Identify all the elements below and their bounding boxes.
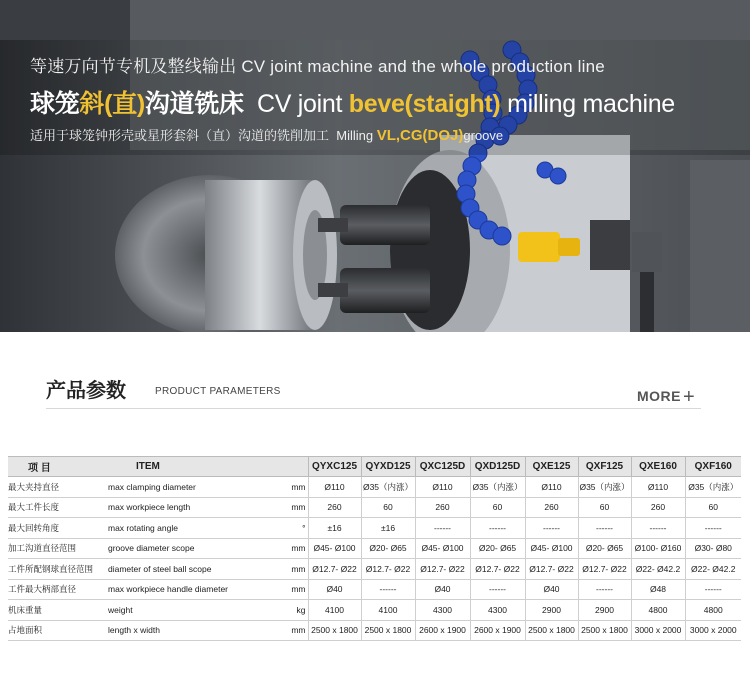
param-value: Ø12.7- Ø22: [308, 559, 361, 580]
machine-photo: [0, 0, 750, 332]
param-value: Ø35（内涨）: [361, 477, 415, 498]
product-parameters-section: [0, 332, 750, 678]
param-value: Ø110: [415, 477, 470, 498]
param-value: 60: [470, 497, 525, 518]
param-value: Ø12.7- Ø22: [578, 559, 631, 580]
param-value: 2500 x 1800: [525, 620, 578, 641]
param-value: Ø110: [631, 477, 685, 498]
title-part: CV joint: [256, 90, 343, 118]
param-value: 2500 x 1800: [361, 620, 415, 641]
param-value: 2600 x 1900: [470, 620, 525, 641]
header-model: QYXC125: [308, 457, 361, 477]
title-part: milling machine: [507, 90, 675, 118]
banner-subtitle: 等速万向节专机及整线输出 CV joint machine and the whole production line: [30, 57, 605, 76]
param-unit: mm: [276, 559, 308, 580]
description-highlight: VL,CG(DOJ): [376, 127, 464, 144]
header-model: QXE125: [525, 457, 578, 477]
title-part: 球笼: [30, 90, 80, 118]
param-value: 260: [631, 497, 685, 518]
banner-description: [30, 125, 503, 144]
hero-banner: [0, 0, 750, 332]
param-value: Ø40: [415, 579, 470, 600]
param-value: 4100: [361, 600, 415, 621]
table-row: [8, 518, 741, 539]
param-name-cn: 占地面积: [8, 620, 106, 641]
param-unit: kg: [276, 600, 308, 621]
param-value: Ø110: [525, 477, 578, 498]
param-value: ------: [470, 518, 525, 539]
parameters-table: [8, 456, 741, 641]
param-name-en: diameter of steel ball scope: [106, 559, 276, 580]
param-name-cn: 加工沟道直径范围: [8, 538, 106, 559]
param-unit: mm: [276, 620, 308, 641]
param-value: 2900: [578, 600, 631, 621]
param-name-cn: 机床重量: [8, 600, 106, 621]
title-part: 沟道: [144, 90, 195, 118]
param-name-cn: 工件最大柄部直径: [8, 579, 106, 600]
param-value: 4300: [415, 600, 470, 621]
param-value: 4300: [470, 600, 525, 621]
table-header-row: [8, 457, 741, 477]
param-name-en: weight: [106, 600, 276, 621]
header-item-en: ITEM: [106, 457, 276, 477]
table-row: [8, 600, 741, 621]
param-unit: mm: [276, 538, 308, 559]
description-en: groove: [463, 128, 504, 143]
param-value: ±16: [361, 518, 415, 539]
param-value: 260: [415, 497, 470, 518]
table-row: [8, 579, 741, 600]
param-value: 4800: [685, 600, 741, 621]
param-value: Ø22- Ø42.2: [685, 559, 741, 580]
param-value: Ø45- Ø100: [415, 538, 470, 559]
param-unit: °: [276, 518, 308, 539]
header-model: QXD125D: [470, 457, 525, 477]
header-model: QXE160: [631, 457, 685, 477]
param-value: Ø110: [308, 477, 361, 498]
param-value: 60: [578, 497, 631, 518]
header-model: QYXD125: [361, 457, 415, 477]
param-value: 260: [525, 497, 578, 518]
param-value: ------: [685, 518, 741, 539]
param-value: 60: [361, 497, 415, 518]
param-name-en: max rotating angle: [106, 518, 276, 539]
header-item-cn: 项 目: [8, 457, 106, 477]
description-en: Milling: [336, 128, 374, 143]
param-name-en: length x width: [106, 620, 276, 641]
header-model: QXC125D: [415, 457, 470, 477]
param-name-cn: 最大回转角度: [8, 518, 106, 539]
title-part: 铣床: [194, 90, 244, 118]
param-unit: mm: [276, 477, 308, 498]
param-value: 4800: [631, 600, 685, 621]
section-divider: [46, 408, 701, 409]
param-value: Ø12.7- Ø22: [361, 559, 415, 580]
table-row: [8, 559, 741, 580]
table-row: [8, 620, 741, 641]
param-value: 2600 x 1900: [415, 620, 470, 641]
param-name-en: groove diameter scope: [106, 538, 276, 559]
param-value: Ø22- Ø42.2: [631, 559, 685, 580]
param-unit: mm: [276, 579, 308, 600]
param-value: Ø45- Ø100: [308, 538, 361, 559]
param-value: 4100: [308, 600, 361, 621]
param-name-cn: 最大夹持直径: [8, 477, 106, 498]
param-value: 2900: [525, 600, 578, 621]
param-value: 2500 x 1800: [578, 620, 631, 641]
param-name-cn: 最大工件长度: [8, 497, 106, 518]
param-unit: mm: [276, 497, 308, 518]
param-value: Ø40: [525, 579, 578, 600]
table-row: [8, 538, 741, 559]
param-name-en: max workpiece handle diameter: [106, 579, 276, 600]
param-value: ------: [525, 518, 578, 539]
title-part-highlight: beve(staight): [348, 90, 501, 118]
param-value: 60: [685, 497, 741, 518]
param-value: ------: [415, 518, 470, 539]
table-row: [8, 497, 741, 518]
param-value: 260: [308, 497, 361, 518]
section-title: 产品参数: [46, 380, 126, 402]
section-subtitle: PRODUCT PARAMETERS: [155, 386, 281, 397]
param-value: Ø35（内涨）: [578, 477, 631, 498]
param-value: 3000 x 2000: [631, 620, 685, 641]
more-link[interactable]: [637, 386, 695, 409]
more-label: MORE: [637, 388, 681, 404]
param-name-en: max clamping diameter: [106, 477, 276, 498]
param-value: ------: [685, 579, 741, 600]
header-model: QXF160: [685, 457, 741, 477]
table-row: [8, 477, 741, 498]
param-value: Ø35（内涨）: [470, 477, 525, 498]
param-value: Ø12.7- Ø22: [415, 559, 470, 580]
param-value: Ø20- Ø65: [470, 538, 525, 559]
param-value: ------: [631, 518, 685, 539]
param-value: Ø40: [308, 579, 361, 600]
param-value: Ø12.7- Ø22: [525, 559, 578, 580]
param-value: ------: [361, 579, 415, 600]
param-name-en: max workpiece length: [106, 497, 276, 518]
param-name-cn: 工件所配钢球直径范围: [8, 559, 106, 580]
param-value: Ø20- Ø65: [361, 538, 415, 559]
param-value: ------: [578, 518, 631, 539]
param-value: 3000 x 2000: [685, 620, 741, 641]
title-part-highlight: 斜(直): [79, 90, 145, 118]
param-value: Ø100- Ø160: [631, 538, 685, 559]
param-value: Ø20- Ø65: [578, 538, 631, 559]
param-value: ------: [470, 579, 525, 600]
param-value: Ø48: [631, 579, 685, 600]
header-model: QXF125: [578, 457, 631, 477]
param-value: ------: [578, 579, 631, 600]
header-unit: [276, 457, 308, 477]
param-value: ±16: [308, 518, 361, 539]
param-value: Ø45- Ø100: [525, 538, 578, 559]
plus-icon: +: [683, 386, 696, 408]
param-value: Ø35（内涨）: [685, 477, 741, 498]
param-value: Ø12.7- Ø22: [470, 559, 525, 580]
banner-title: [30, 84, 675, 120]
param-value: 2500 x 1800: [308, 620, 361, 641]
param-value: Ø30- Ø80: [685, 538, 741, 559]
description-cn: 适用于球笼钟形壳或星形套斜（直）沟道的铣削加工: [30, 128, 330, 143]
